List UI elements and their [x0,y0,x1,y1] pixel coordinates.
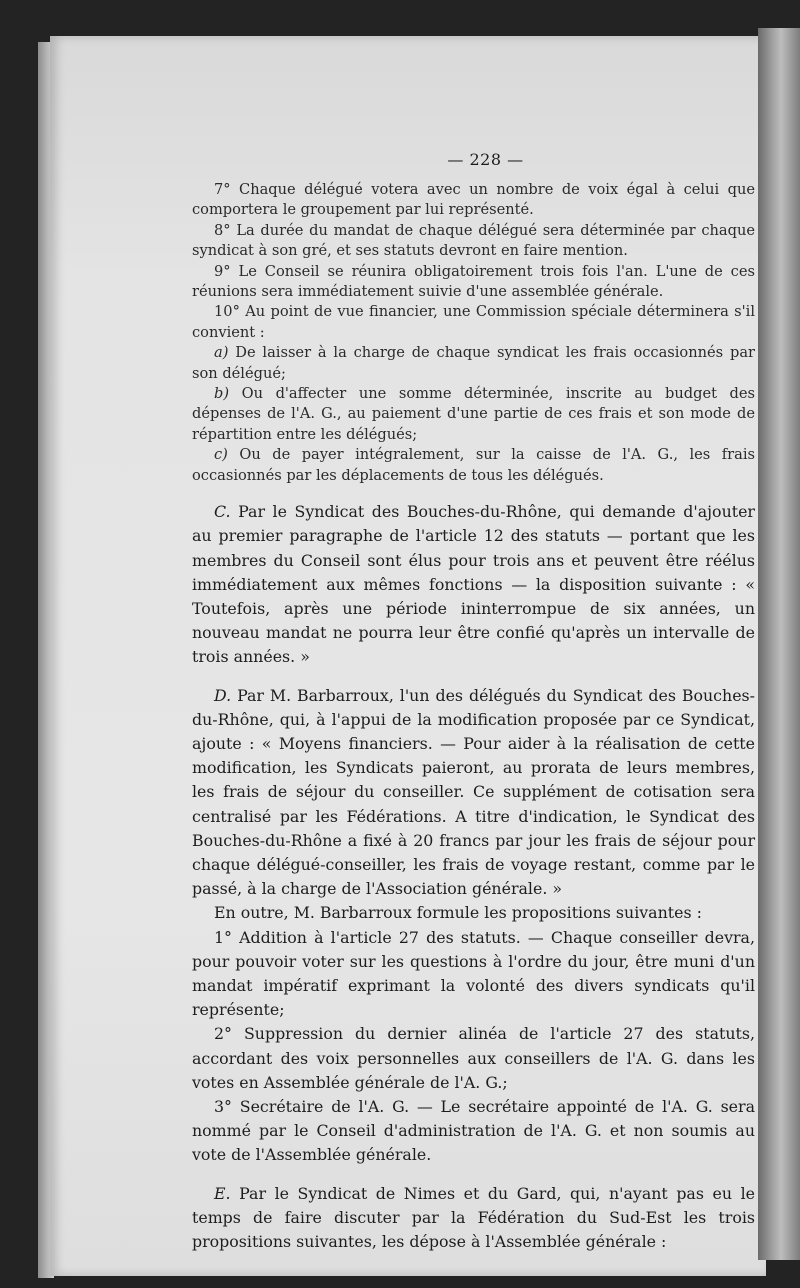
statute-articles [192,180,755,486]
proposal-c [192,500,755,669]
proposal-e-text: Par le Syndicat de Nimes et du Gard, qui, n'ayant pas eu le temps de faire discuter par la Fédération du Sud-Est les trois propositions suivantes, les dépose à l'Assemblée générale : [192,1183,755,1251]
proposal-d [192,684,755,902]
option-b-text: Ou d'affecter une somme déterminée, inscrite au budget des dépenses de l'A. G., au paiement d'une partie de ces frais et son mode de répartition entre les délégués; [192,385,755,443]
option-b-letter: b) [214,385,230,403]
proposal-c-letter: C. [214,502,231,522]
spacer [192,670,755,684]
proposal-c-text: Par le Syndicat des Bouches-du-Rhône, qui demande d'ajouter au premier paragraphe de l'article 12 des statuts — portant que les membres du Conseil sont élus pour trois ans et peuvent être réélus immédiatement aux mêmes fonctions — la disposition suivante : « Toutefois, après une période ininterrompue de six années, un nouveau mandat ne pourra leur être confié qu'après un intervalle de trois années. » [192,502,755,667]
proposal-e [192,1182,755,1255]
page-text [192,150,755,1254]
page-edge [758,28,800,1260]
proposal-d-item-3: 3° Secrétaire de l'A. G. — Le secrétaire appointé de l'A. G. sera nommé par le Conseil d'administration de l'A. G. et non soumis au vote de l'Assemblée générale. [192,1096,755,1165]
proposal-d-item-2: 2° Suppression du dernier alinéa de l'article 27 des statuts, accordant des voix personnelles aux conseillers de l'A. G. dans les votes en Assemblée générale de l'A. G.; [192,1024,755,1092]
option-a-letter: a) [214,344,229,362]
article-10: 10° Au point de vue financier, une Commission spéciale déterminera s'il convient : [192,303,755,341]
option-c-text: Ou de payer intégralement, sur la caisse de l'A. G., les frais occasionnés par les déplacements de tous les délégués. [192,446,755,484]
option-b [192,384,755,445]
article-8: 8° La durée du mandat de chaque délégué sera déterminée par chaque syndicat à son gré, et ses statuts devront en faire mention. [192,221,755,260]
proposal-e-letter: E. [214,1183,231,1203]
option-a [192,343,755,384]
page-number: — 228 — [447,150,524,169]
spacer [192,1168,755,1182]
option-c [192,445,755,486]
proposal-d-intro: En outre, M. Barbarroux formule les propositions suivantes : [214,903,702,923]
proposals [192,500,755,1254]
proposal-d-letter: D. [214,685,232,705]
option-c-letter: c) [214,446,228,464]
option-a-text: De laisser à la charge de chaque syndicat les frais occasionnés par son délégué; [192,344,755,382]
article-7: 7° Chaque délégué votera avec un nombre de voix égal à celui que comportera le groupement par lui représenté. [192,181,755,219]
proposal-d-text: Par M. Barbarroux, l'un des délégués du Syndicat des Bouches-du-Rhône, qui, à l'appui de la modification proposée par ce Syndicat, ajoute : « Moyens financiers. — Pour aider à la réalisation de cette modification, les Syndicats paieront, au prorata de leurs membres, les frais de séjour du conseiller. Ce supplément de cotisation sera centralisé par les Fédérations. A titre d'indication, le Syndicat des Bouches-du-Rhône a fixé à 20 francs par jour les frais de séjour pour chaque délégué-conseiller, les frais de voyage restant, comme par le passé, à la charge de l'Association générale. » [192,685,755,899]
proposal-d-item-1: 1° Addition à l'article 27 des statuts. — Chaque conseiller devra, pour pouvoir voter sur les questions à l'ordre du jour, être muni d'un mandat impératif exprimant la volonté des divers syndicats qu'il représente; [192,927,755,1020]
spacer [192,486,755,500]
article-9: 9° Le Conseil se réunira obligatoirement trois fois l'an. L'une de ces réunions sera immédiatement suivie d'une assemblée générale. [192,262,755,301]
